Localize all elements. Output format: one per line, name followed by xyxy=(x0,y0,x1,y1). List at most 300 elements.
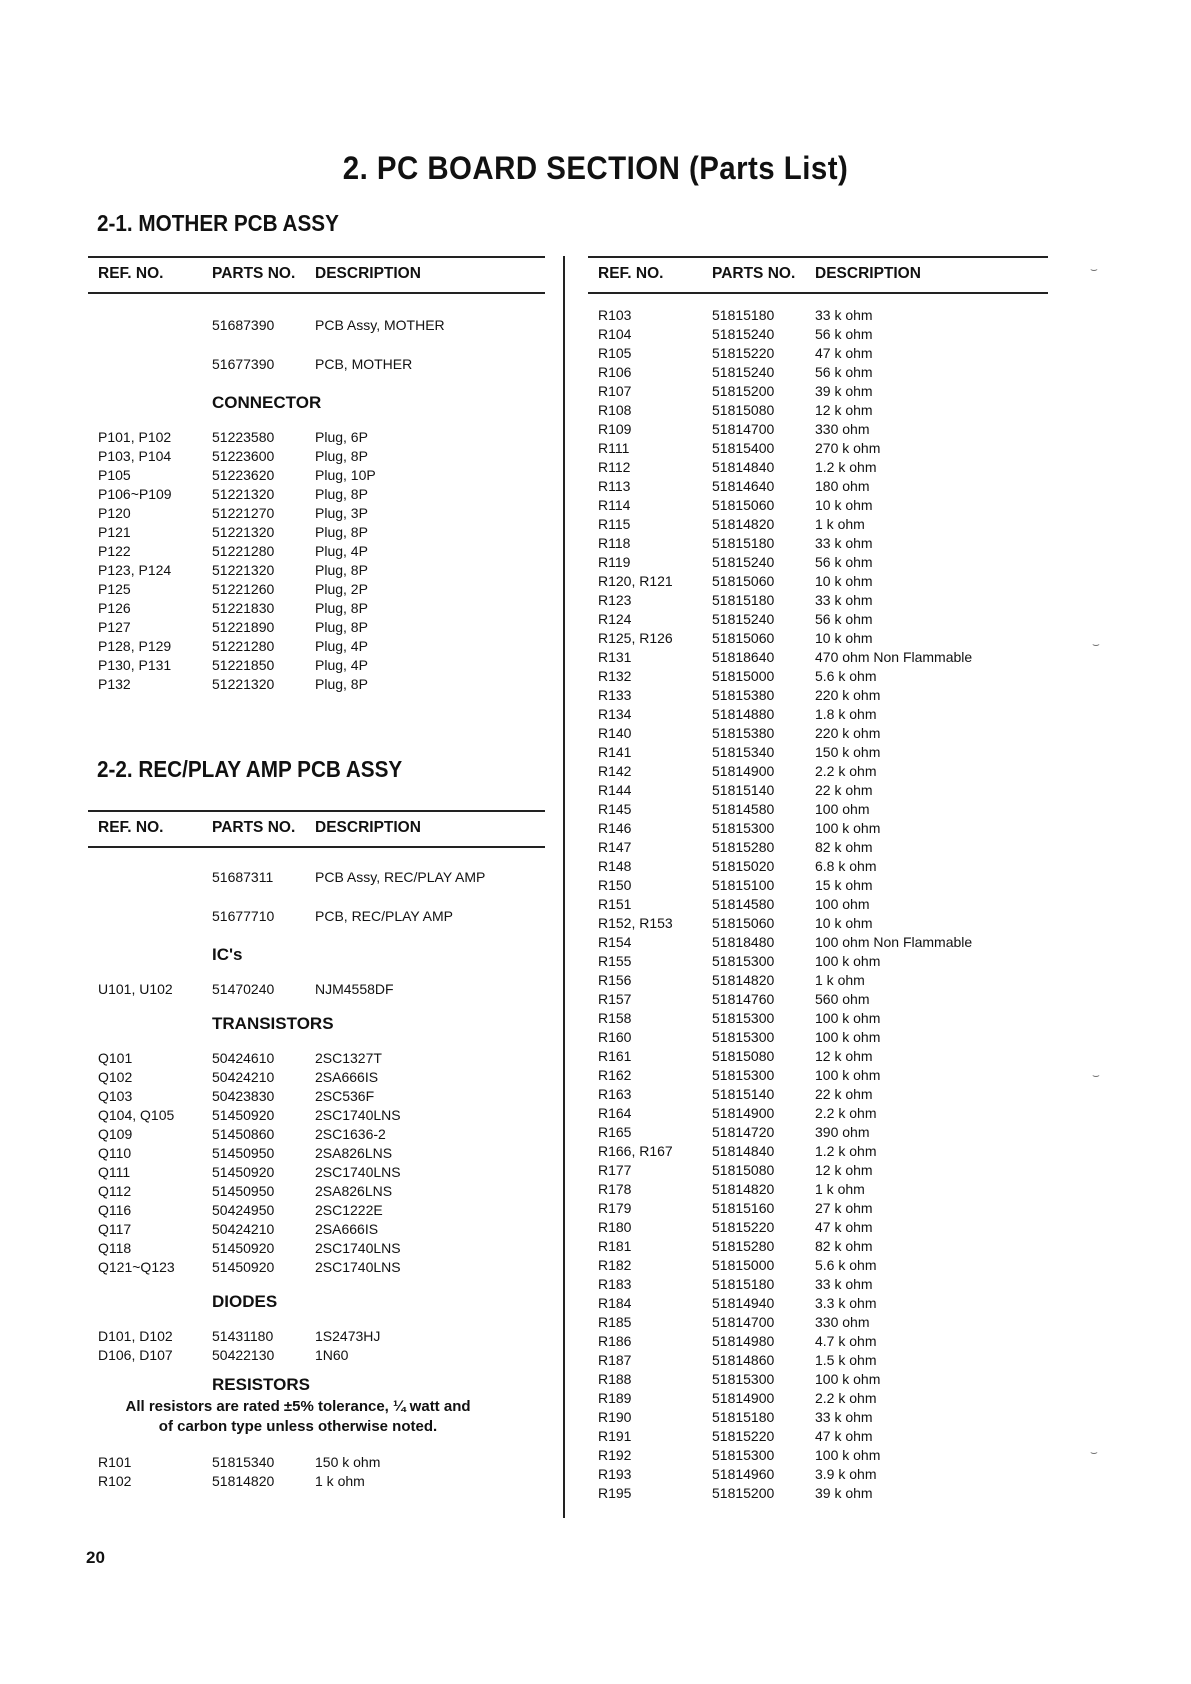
col-desc-header: DESCRIPTION xyxy=(815,265,921,282)
table-row xyxy=(588,1332,1048,1351)
table-row xyxy=(588,743,1048,762)
parts-no: 51221280 xyxy=(212,543,275,559)
table-row xyxy=(588,1446,1048,1465)
description: 10 k ohm xyxy=(815,630,873,646)
ref-no: R115 xyxy=(598,516,631,532)
table-row xyxy=(588,857,1048,876)
description: 100 k ohm xyxy=(815,1447,881,1463)
description: 560 ohm xyxy=(815,991,870,1007)
description: 56 k ohm xyxy=(815,554,873,570)
column-divider xyxy=(563,256,565,1518)
parts-no: 51815280 xyxy=(712,839,775,855)
mother-table-header xyxy=(88,256,545,294)
ref-no: P128, P129 xyxy=(98,638,172,654)
table-row xyxy=(588,1123,1048,1142)
description: 2SC1636-2 xyxy=(315,1126,386,1142)
table-row xyxy=(588,1161,1048,1180)
ref-no: R103 xyxy=(598,307,632,323)
ic-list xyxy=(88,980,545,999)
scan-mark: ⌣ xyxy=(1092,637,1100,651)
description: 2SC1327T xyxy=(315,1050,382,1066)
description: 100 ohm xyxy=(815,896,870,912)
parts-no: 51221320 xyxy=(212,562,275,578)
table-row xyxy=(88,1220,545,1239)
table-row xyxy=(588,971,1048,990)
parts-no: 51815200 xyxy=(712,383,775,399)
description: 2SC1740LNS xyxy=(315,1259,401,1275)
description: 47 k ohm xyxy=(815,1428,873,1444)
parts-no: 51814900 xyxy=(712,1105,775,1121)
ref-no: R102 xyxy=(98,1473,132,1489)
description: 100 k ohm xyxy=(815,953,881,969)
description: Plug, 8P xyxy=(315,600,368,616)
description: 1S2473HJ xyxy=(315,1328,381,1344)
parts-no: 51815300 xyxy=(712,1447,775,1463)
description: 1 k ohm xyxy=(815,972,865,988)
table-row xyxy=(88,1144,545,1163)
table-row xyxy=(588,325,1048,344)
ref-no: R178 xyxy=(598,1181,632,1197)
parts-no: 51815240 xyxy=(712,611,775,627)
right-table xyxy=(588,256,1048,1503)
parts-no: 50424950 xyxy=(212,1202,275,1218)
description: 2.2 k ohm xyxy=(815,1105,877,1121)
description: 100 k ohm xyxy=(815,1371,881,1387)
ref-no: P120 xyxy=(98,505,131,521)
parts-no: 51815020 xyxy=(712,858,775,874)
ref-no: R185 xyxy=(598,1314,632,1330)
table-row xyxy=(588,1313,1048,1332)
table-row xyxy=(588,382,1048,401)
parts-no: 51450920 xyxy=(212,1107,275,1123)
description: 12 k ohm xyxy=(815,1162,873,1178)
parts-no: 51815400 xyxy=(712,440,775,456)
parts-no: 51450920 xyxy=(212,1240,275,1256)
ref-no: R104 xyxy=(598,326,632,342)
table-row xyxy=(88,306,545,345)
description: Plug, 4P xyxy=(315,543,368,559)
col-parts-header: PARTS NO. xyxy=(212,265,296,282)
description: 1.2 k ohm xyxy=(815,459,877,475)
ref-no: Q112 xyxy=(98,1183,132,1199)
parts-no: 51815160 xyxy=(712,1200,775,1216)
table-row xyxy=(588,876,1048,895)
description: PCB, REC/PLAY AMP xyxy=(315,908,453,924)
description: 1 k ohm xyxy=(815,516,865,532)
parts-no: 51815340 xyxy=(712,744,775,760)
ref-no: Q117 xyxy=(98,1221,132,1237)
table-row xyxy=(588,990,1048,1009)
connector-list xyxy=(88,428,545,694)
parts-no: 51221320 xyxy=(212,524,275,540)
table-row xyxy=(588,1370,1048,1389)
description: 82 k ohm xyxy=(815,1238,873,1254)
table-row xyxy=(588,553,1048,572)
description: 2SA826LNS xyxy=(315,1145,393,1161)
table-row xyxy=(88,618,545,637)
ref-no: R163 xyxy=(598,1086,632,1102)
table-row xyxy=(588,1484,1048,1503)
parts-no: 51815060 xyxy=(712,573,775,589)
parts-no: 51815300 xyxy=(712,1067,775,1083)
description: 2.2 k ohm xyxy=(815,1390,877,1406)
ref-no: P123, P124 xyxy=(98,562,172,578)
description: Plug, 4P xyxy=(315,657,368,673)
ref-no: R164 xyxy=(598,1105,632,1121)
ref-no: R118 xyxy=(598,535,631,551)
ref-no: R192 xyxy=(598,1447,632,1463)
parts-no: 51814960 xyxy=(712,1466,775,1482)
table-row xyxy=(588,458,1048,477)
parts-no: 51815060 xyxy=(712,915,775,931)
description: 10 k ohm xyxy=(815,573,873,589)
description: 5.6 k ohm xyxy=(815,668,877,684)
ref-no: P105 xyxy=(98,467,131,483)
parts-no: 51815000 xyxy=(712,668,775,684)
parts-no: 51815220 xyxy=(712,1219,775,1235)
diode-list xyxy=(88,1327,545,1365)
ref-no: R189 xyxy=(598,1390,632,1406)
table-row xyxy=(588,401,1048,420)
parts-no: 51450950 xyxy=(212,1183,275,1199)
parts-no: 51223580 xyxy=(212,429,275,445)
parts-no: 51815180 xyxy=(712,592,775,608)
ref-no: R191 xyxy=(598,1428,632,1444)
recplay-table xyxy=(88,810,545,1491)
table-row xyxy=(588,1009,1048,1028)
page-number: 20 xyxy=(86,1548,105,1567)
parts-no: 51814720 xyxy=(712,1124,775,1140)
description: 82 k ohm xyxy=(815,839,873,855)
description: 56 k ohm xyxy=(815,364,873,380)
parts-no: 51815300 xyxy=(712,820,775,836)
description: Plug, 4P xyxy=(315,638,368,654)
parts-no: 51223620 xyxy=(212,467,275,483)
parts-no: 51815240 xyxy=(712,326,775,342)
table-row xyxy=(588,762,1048,781)
group-heading-ics: IC's xyxy=(212,945,243,964)
parts-no: 51815140 xyxy=(712,782,775,798)
parts-no: 51814820 xyxy=(712,972,775,988)
table-row xyxy=(88,1453,545,1472)
table-row xyxy=(588,1180,1048,1199)
page-title: 2. PC BOARD SECTION (Parts List) xyxy=(342,150,849,186)
table-row xyxy=(88,1163,545,1182)
parts-no: 51814840 xyxy=(712,1143,775,1159)
table-row xyxy=(588,534,1048,553)
resistor-note-line-1: All resistors are rated ±5% tolerance, ¼ watt and xyxy=(125,1398,471,1415)
parts-no: 51814580 xyxy=(712,896,775,912)
parts-no: 51815300 xyxy=(712,1010,775,1026)
description: 1 k ohm xyxy=(315,1473,365,1489)
description: 15 k ohm xyxy=(815,877,873,893)
description: 2SA826LNS xyxy=(315,1183,393,1199)
description: Plug, 8P xyxy=(315,619,368,635)
table-row xyxy=(88,523,545,542)
ref-no: R161 xyxy=(598,1048,632,1064)
parts-no: 51815240 xyxy=(712,554,775,570)
ref-no: Q101 xyxy=(98,1050,133,1066)
description: 39 k ohm xyxy=(815,383,873,399)
description: 33 k ohm xyxy=(815,592,873,608)
table-row xyxy=(88,1182,545,1201)
parts-no: 51221830 xyxy=(212,600,275,616)
ref-no: R119 xyxy=(598,554,631,570)
description: Plug, 8P xyxy=(315,448,368,464)
description: Plug, 6P xyxy=(315,429,368,445)
table-row xyxy=(588,1389,1048,1408)
ref-no: Q116 xyxy=(98,1202,132,1218)
ref-no: R134 xyxy=(598,706,632,722)
ref-no: R193 xyxy=(598,1466,632,1482)
description: 47 k ohm xyxy=(815,345,873,361)
description: 470 ohm Non Flammable xyxy=(815,649,973,665)
table-row xyxy=(588,895,1048,914)
parts-no: 51221270 xyxy=(212,505,275,521)
parts-no: 51450860 xyxy=(212,1126,275,1142)
parts-no: 51818640 xyxy=(712,649,775,665)
resistor-note xyxy=(98,1397,498,1437)
parts-no: 51815220 xyxy=(712,345,775,361)
parts-no: 51815180 xyxy=(712,535,775,551)
parts-no: 51815200 xyxy=(712,1485,775,1501)
description: 100 ohm xyxy=(815,801,870,817)
description: Plug, 8P xyxy=(315,486,368,502)
parts-no: 51815140 xyxy=(712,1086,775,1102)
ref-no: Q118 xyxy=(98,1240,132,1256)
table-row xyxy=(88,1201,545,1220)
ref-no: R113 xyxy=(598,478,631,494)
table-row xyxy=(588,629,1048,648)
description: 3.3 k ohm xyxy=(815,1295,877,1311)
table-row xyxy=(88,428,545,447)
table-row xyxy=(588,914,1048,933)
parts-no: 51221320 xyxy=(212,486,275,502)
description: 10 k ohm xyxy=(815,497,873,513)
description: 33 k ohm xyxy=(815,535,873,551)
parts-no: 51814980 xyxy=(712,1333,775,1349)
description: 2SC536F xyxy=(315,1088,375,1104)
parts-no: 51221280 xyxy=(212,638,275,654)
description: 150 k ohm xyxy=(815,744,881,760)
description: Plug, 8P xyxy=(315,562,368,578)
parts-no: 51814700 xyxy=(712,421,775,437)
ref-no: R111 xyxy=(598,440,630,456)
description: 2.2 k ohm xyxy=(815,763,877,779)
ref-no: R190 xyxy=(598,1409,632,1425)
parts-no: 51815180 xyxy=(712,307,775,323)
table-row xyxy=(588,1047,1048,1066)
parts-no: 50424210 xyxy=(212,1069,275,1085)
ref-no: Q102 xyxy=(98,1069,133,1085)
scan-mark: ⌣ xyxy=(1092,1068,1100,1082)
description: 100 ohm Non Flammable xyxy=(815,934,973,950)
description: Plug, 8P xyxy=(315,676,368,692)
parts-no: 51450920 xyxy=(212,1164,275,1180)
table-row xyxy=(88,1106,545,1125)
description: 390 ohm xyxy=(815,1124,870,1140)
parts-no: 51815060 xyxy=(712,497,775,513)
parts-no: 51814700 xyxy=(712,1314,775,1330)
ref-no: Q110 xyxy=(98,1145,132,1161)
description: 2SC1740LNS xyxy=(315,1164,401,1180)
table-row xyxy=(88,637,545,656)
ref-no: R188 xyxy=(598,1371,632,1387)
parts-no: 51221890 xyxy=(212,619,275,635)
table-row xyxy=(588,344,1048,363)
col-parts-header: PARTS NO. xyxy=(712,265,796,282)
parts-no: 51815380 xyxy=(712,725,775,741)
table-row xyxy=(588,439,1048,458)
table-row xyxy=(88,897,545,936)
parts-no: 51677390 xyxy=(212,356,275,372)
ref-no: Q111 xyxy=(98,1164,131,1180)
description: 2SC1222E xyxy=(315,1202,383,1218)
description: 33 k ohm xyxy=(815,1276,873,1292)
parts-no: 51687390 xyxy=(212,317,275,333)
table-row xyxy=(88,1068,545,1087)
table-row xyxy=(588,933,1048,952)
description: PCB Assy, REC/PLAY AMP xyxy=(315,869,486,885)
ref-no: P126 xyxy=(98,600,131,616)
table-row xyxy=(88,1258,545,1277)
description: 1 k ohm xyxy=(815,1181,865,1197)
parts-no: 51814820 xyxy=(212,1473,275,1489)
table-row xyxy=(588,781,1048,800)
parts-no: 50424610 xyxy=(212,1050,275,1066)
ref-no: R151 xyxy=(598,896,632,912)
description: 100 k ohm xyxy=(815,1067,881,1083)
description: 5.6 k ohm xyxy=(815,1257,877,1273)
parts-no: 51221320 xyxy=(212,676,275,692)
table-row xyxy=(88,485,545,504)
table-row xyxy=(88,504,545,523)
table-row xyxy=(588,1465,1048,1484)
description: 47 k ohm xyxy=(815,1219,873,1235)
table-row xyxy=(588,496,1048,515)
col-ref-header: REF. NO. xyxy=(98,265,164,282)
ref-no: P121 xyxy=(98,524,131,540)
table-row xyxy=(588,1275,1048,1294)
ref-no: R133 xyxy=(598,687,632,703)
table-row xyxy=(588,1408,1048,1427)
description: 2SA666IS xyxy=(315,1069,379,1085)
ref-no: R147 xyxy=(598,839,632,855)
description: 12 k ohm xyxy=(815,402,873,418)
ref-no: P125 xyxy=(98,581,131,597)
ref-no: R156 xyxy=(598,972,632,988)
ref-no: R158 xyxy=(598,1010,632,1026)
description: 1.5 k ohm xyxy=(815,1352,877,1368)
parts-no: 51814940 xyxy=(712,1295,775,1311)
table-row xyxy=(588,610,1048,629)
description: 270 k ohm xyxy=(815,440,881,456)
table-row xyxy=(588,686,1048,705)
ref-no: R150 xyxy=(598,877,632,893)
ref-no: R101 xyxy=(98,1454,132,1470)
parts-no: 51687311 xyxy=(212,869,274,885)
ref-no: R177 xyxy=(598,1162,632,1178)
table-row xyxy=(88,599,545,618)
ref-no: R142 xyxy=(598,763,632,779)
resistor-list xyxy=(88,1453,545,1491)
ref-no: P127 xyxy=(98,619,131,635)
table-row xyxy=(588,648,1048,667)
ref-no: R186 xyxy=(598,1333,632,1349)
description: 56 k ohm xyxy=(815,611,873,627)
parts-no: 51815340 xyxy=(212,1454,275,1470)
parts-no: 51814820 xyxy=(712,1181,775,1197)
description: Plug, 2P xyxy=(315,581,368,597)
ref-no: R187 xyxy=(598,1352,632,1368)
table-row xyxy=(88,1087,545,1106)
parts-no: 51815080 xyxy=(712,402,775,418)
parts-no: 51815080 xyxy=(712,1048,775,1064)
ref-no: R183 xyxy=(598,1276,632,1292)
table-row xyxy=(88,345,545,384)
parts-no: 51815280 xyxy=(712,1238,775,1254)
table-row xyxy=(588,363,1048,382)
ref-no: Q104, Q105 xyxy=(98,1107,175,1123)
parts-no: 51814900 xyxy=(712,1390,775,1406)
parts-no: 51677710 xyxy=(212,908,275,924)
table-row xyxy=(88,1125,545,1144)
ref-no: R148 xyxy=(598,858,632,874)
table-row xyxy=(88,656,545,675)
ref-no: R123 xyxy=(598,592,632,608)
ref-no: Q103 xyxy=(98,1088,133,1104)
table-row xyxy=(88,1472,545,1491)
parts-no: 51814580 xyxy=(712,801,775,817)
ref-no: R120, R121 xyxy=(598,573,673,589)
ref-no: R146 xyxy=(598,820,632,836)
table-row xyxy=(588,1351,1048,1370)
ref-no: D101, D102 xyxy=(98,1328,173,1344)
parts-no: 50424210 xyxy=(212,1221,275,1237)
table-row xyxy=(588,1199,1048,1218)
description: 56 k ohm xyxy=(815,326,873,342)
parts-no: 51814840 xyxy=(712,459,775,475)
ref-no: D106, D107 xyxy=(98,1347,173,1363)
parts-no: 51815300 xyxy=(712,1371,775,1387)
mother-section-title: 2-1. MOTHER PCB ASSY xyxy=(97,210,339,236)
resistor-note-line-2: of carbon type unless otherwise noted. xyxy=(158,1418,438,1435)
description: 180 ohm xyxy=(815,478,870,494)
table-row xyxy=(588,515,1048,534)
table-row xyxy=(588,952,1048,971)
ref-no: R105 xyxy=(598,345,632,361)
parts-no: 51814860 xyxy=(712,1352,775,1368)
table-row xyxy=(588,667,1048,686)
right-table-header xyxy=(588,256,1048,294)
ref-no: Q121~Q123 xyxy=(98,1259,175,1275)
parts-no: 51814760 xyxy=(712,991,775,1007)
ref-no: P103, P104 xyxy=(98,448,172,464)
ref-no: R112 xyxy=(598,459,631,475)
ref-no: Q109 xyxy=(98,1126,133,1142)
table-row xyxy=(88,980,545,999)
ref-no: P106~P109 xyxy=(98,486,172,502)
scan-mark: ⌣ xyxy=(1090,262,1098,276)
group-heading-diodes: DIODES xyxy=(212,1292,278,1311)
ref-no: R107 xyxy=(598,383,632,399)
ref-no: R125, R126 xyxy=(598,630,673,646)
description: 2SA666IS xyxy=(315,1221,379,1237)
group-heading-connector: CONNECTOR xyxy=(212,393,322,412)
right-resistor-list xyxy=(588,306,1048,1503)
ref-no: R106 xyxy=(598,364,632,380)
col-ref-header: REF. NO. xyxy=(98,819,164,836)
